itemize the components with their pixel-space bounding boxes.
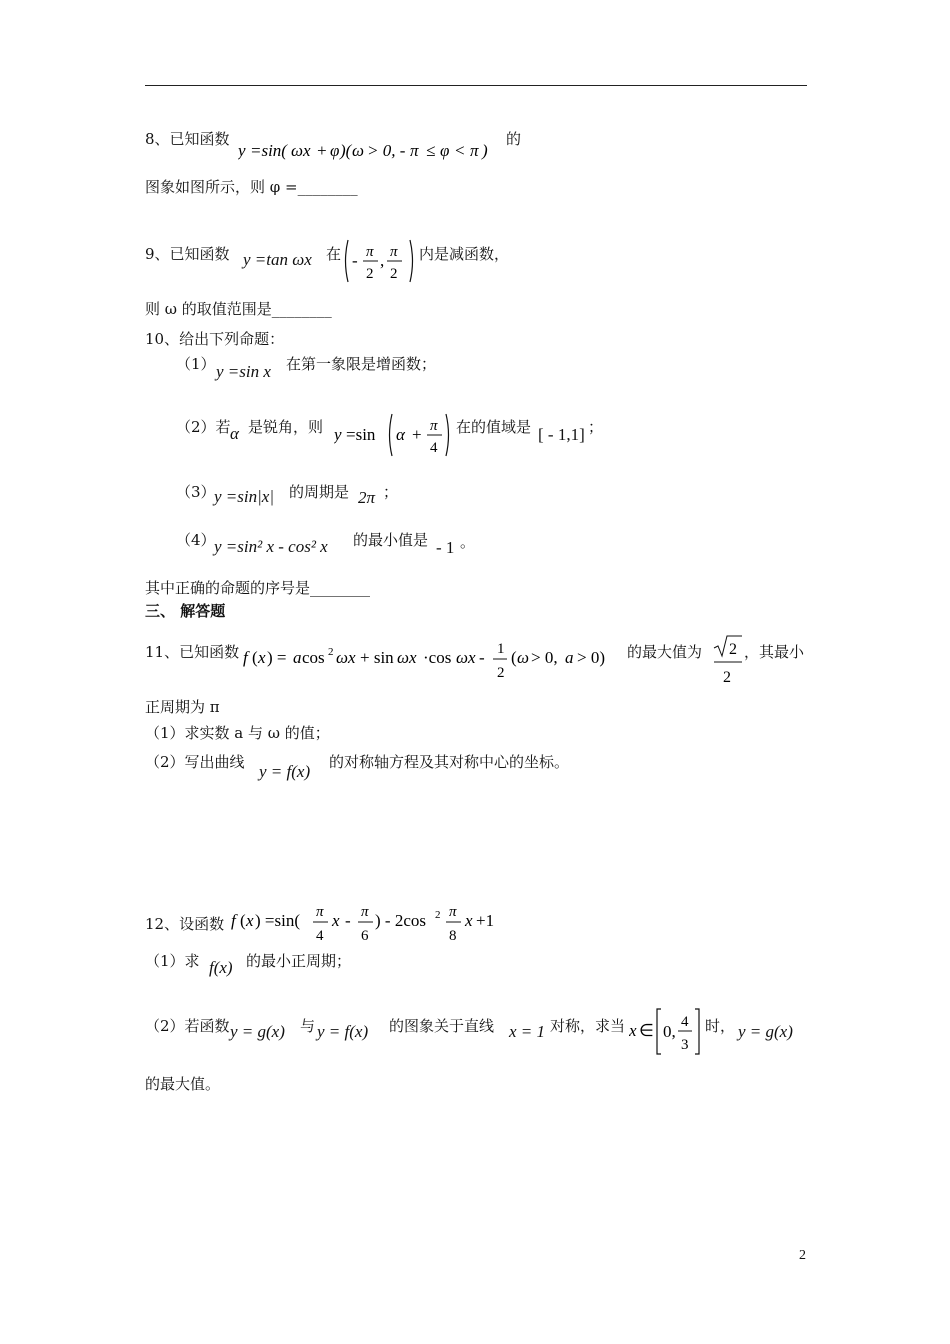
- q10-p3-label: （3）: [176, 483, 216, 501]
- svg-text:2: 2: [328, 646, 334, 658]
- page-number: 2: [799, 1248, 806, 1263]
- q10-p3-end: ；: [383, 483, 399, 501]
- q12-s2-when: 时，: [705, 1017, 736, 1035]
- svg-text:=sin(: =sin(: [250, 141, 287, 160]
- svg-text:> 0,: > 0,: [531, 648, 558, 667]
- q11-formula: [243, 635, 625, 689]
- header-rule: [145, 85, 807, 86]
- q12-formula: [231, 900, 503, 954]
- svg-text:cos: cos: [302, 648, 325, 667]
- svg-text:x: x: [629, 1021, 637, 1040]
- svg-text:π: π: [390, 244, 398, 260]
- q12-line2: 的最大值。: [145, 1075, 221, 1093]
- svg-text:y: y: [238, 141, 246, 160]
- svg-text:x: x: [465, 911, 473, 930]
- svg-text:4: 4: [316, 928, 324, 944]
- q9-mid: 在: [326, 245, 342, 263]
- svg-text:y: y: [334, 425, 342, 444]
- svg-text:) =sin(: ) =sin(: [255, 911, 300, 930]
- svg-text:,: ,: [380, 251, 385, 270]
- svg-text:φ: φ: [440, 141, 450, 160]
- svg-text:)(: )(: [340, 141, 352, 160]
- q10-p3-text: 的周期是: [289, 483, 350, 501]
- svg-text:(: (: [240, 911, 246, 930]
- svg-text:3: 3: [681, 1037, 689, 1053]
- svg-text:4: 4: [681, 1014, 689, 1030]
- q10-p4-text: 的最小值是: [353, 531, 429, 549]
- svg-text:π: π: [410, 141, 419, 160]
- q11-formula-svg: [243, 635, 625, 685]
- q12-s1-formula: f(x): [209, 958, 233, 977]
- q12-s2-y: y = g(x): [738, 1022, 793, 1041]
- svg-text:2: 2: [497, 665, 505, 681]
- q10-p2-var: α: [230, 424, 239, 443]
- svg-text:1: 1: [497, 641, 505, 657]
- q12-s2-line: x = 1: [509, 1022, 546, 1041]
- q11-mid: 的最大值为: [627, 643, 703, 661]
- q12-prefix: 12、设函数: [145, 915, 225, 933]
- svg-text:φ: φ: [330, 141, 340, 160]
- svg-text:a: a: [293, 648, 302, 667]
- svg-text:+ sin: + sin: [360, 648, 394, 667]
- q12-s2-f: y = f(x): [317, 1022, 369, 1041]
- svg-text:2: 2: [723, 669, 731, 686]
- svg-text:ωx: ωx: [291, 141, 311, 160]
- q11-s2-text: 的对称轴方程及其对称中心的坐标。: [329, 753, 570, 771]
- q11-s2-formula: y = f(x): [259, 762, 311, 781]
- svg-text:x: x: [246, 911, 254, 930]
- svg-text:ω: ω: [517, 648, 530, 667]
- svg-text:+: +: [316, 141, 328, 160]
- svg-text:π: π: [316, 904, 324, 920]
- svg-text:+: +: [412, 425, 422, 444]
- q8-line2: 图象如图所示，则 φ =________: [145, 178, 358, 196]
- q12-s2-domain-svg: [629, 1006, 703, 1058]
- svg-text:(: (: [511, 648, 517, 667]
- section-heading: 三、 解答题: [145, 602, 226, 620]
- q11-s1: （1）求实数 a 与 ω 的值；: [145, 724, 330, 742]
- q11-prefix: 11、已知函数: [145, 643, 240, 661]
- q10-p3-value: 2π: [358, 488, 376, 507]
- q10-p2-text2: 在的值域是: [456, 418, 532, 436]
- svg-text:ω: ω: [352, 141, 365, 160]
- svg-text:0,: 0,: [663, 1022, 676, 1041]
- svg-text:π: π: [449, 904, 457, 920]
- q9-prefix: 9、已知函数: [145, 245, 230, 263]
- svg-text:6: 6: [361, 928, 369, 944]
- q12-s1-label: （1）求: [145, 952, 200, 970]
- svg-text:2: 2: [435, 909, 441, 921]
- svg-text:·cos: ·cos: [423, 648, 452, 667]
- svg-text:π: π: [470, 141, 479, 160]
- svg-text:2: 2: [390, 266, 398, 282]
- q8-formula-svg: [238, 138, 510, 164]
- q9-interval: [342, 236, 418, 290]
- q12-s2-g: y = g(x): [230, 1022, 285, 1041]
- q11-maxval: [712, 632, 744, 692]
- q9-line2: 则 ω 的取值范围是________: [145, 300, 332, 318]
- svg-text:-: -: [352, 251, 358, 270]
- q12-s1-text: 的最小正周期；: [246, 952, 352, 970]
- svg-text:<: <: [454, 141, 466, 160]
- svg-text:f: f: [231, 911, 236, 930]
- q8-prefix: 8、已知函数: [145, 130, 230, 148]
- svg-text:∈: ∈: [639, 1021, 654, 1040]
- q9-interval-svg: [342, 236, 418, 286]
- q10-p2-label: （2）若: [176, 418, 231, 436]
- q10-p4-end: 。: [460, 533, 476, 551]
- svg-text:2: 2: [729, 641, 737, 658]
- q12-s2-domain: [629, 1006, 703, 1062]
- q12-s2-label: （2）若函数: [145, 1017, 230, 1035]
- q10-p3-formula: y =sin|x|: [214, 487, 274, 506]
- q10-p1-formula: y =sin x: [216, 362, 271, 381]
- q9-formula: y =tan ωx: [243, 250, 312, 269]
- q12-s2-and: 与: [300, 1017, 316, 1035]
- q11-suffix: ，其最小: [744, 643, 805, 661]
- svg-text:> 0): > 0): [577, 648, 605, 667]
- q10-p1-label: （1）: [176, 355, 216, 373]
- svg-text:2: 2: [366, 266, 374, 282]
- q10-p2-range: [ - 1,1]: [538, 425, 585, 444]
- svg-text:-: -: [479, 648, 485, 667]
- svg-text:+1: +1: [476, 911, 495, 930]
- svg-text:α: α: [396, 425, 405, 444]
- svg-text:π: π: [361, 904, 369, 920]
- svg-text:) =: ) =: [267, 648, 287, 667]
- svg-text:4: 4: [430, 440, 438, 456]
- q10-p4-value: - 1: [436, 538, 455, 557]
- q10-intro: 10、给出下列命题：: [145, 330, 285, 348]
- q10-p4-label: （4）: [176, 531, 216, 549]
- svg-text:8: 8: [449, 928, 457, 944]
- svg-text:f: f: [243, 648, 248, 667]
- q9-suffix: 内是减函数，: [419, 245, 510, 263]
- q10-p2-formula-svg: [334, 410, 456, 460]
- svg-text:a: a: [565, 648, 574, 667]
- q11-maxval-svg: [712, 632, 744, 688]
- svg-text:ωx: ωx: [336, 648, 356, 667]
- svg-text:-: -: [345, 911, 351, 930]
- svg-text:(: (: [252, 648, 258, 667]
- q10-answer-line: 其中正确的命题的序号是________: [145, 579, 371, 597]
- q11-s2-label: （2）写出曲线: [145, 753, 245, 771]
- svg-text:) - 2cos: ) - 2cos: [375, 911, 426, 930]
- q10-p2-end: ；: [588, 418, 604, 436]
- svg-text:x: x: [258, 648, 266, 667]
- q11-line2: 正周期为 π: [145, 698, 220, 716]
- q10-p1-text: 在第一象限是增函数；: [286, 355, 437, 373]
- q10-p4-formula: y =sin² x - cos² x: [214, 537, 328, 556]
- q8-formula: [238, 138, 510, 169]
- q8-suffix: 的: [506, 130, 522, 148]
- svg-text:ωx: ωx: [456, 648, 476, 667]
- svg-text:x: x: [332, 911, 340, 930]
- svg-text:=sin: =sin: [346, 425, 376, 444]
- q12-s2-text2: 对称，求当: [550, 1017, 626, 1035]
- svg-text:ωx: ωx: [397, 648, 417, 667]
- q10-p2-formula: [334, 410, 456, 464]
- svg-text:): ): [482, 141, 488, 160]
- q12-s2-text: 的图象关于直线: [389, 1017, 495, 1035]
- q12-formula-svg: [231, 900, 503, 950]
- svg-text:> 0, -: > 0, -: [367, 141, 406, 160]
- svg-text:π: π: [366, 244, 374, 260]
- svg-text:π: π: [430, 418, 438, 434]
- q10-p2-text1: 是锐角，则: [248, 418, 324, 436]
- svg-text:≤: ≤: [426, 141, 436, 160]
